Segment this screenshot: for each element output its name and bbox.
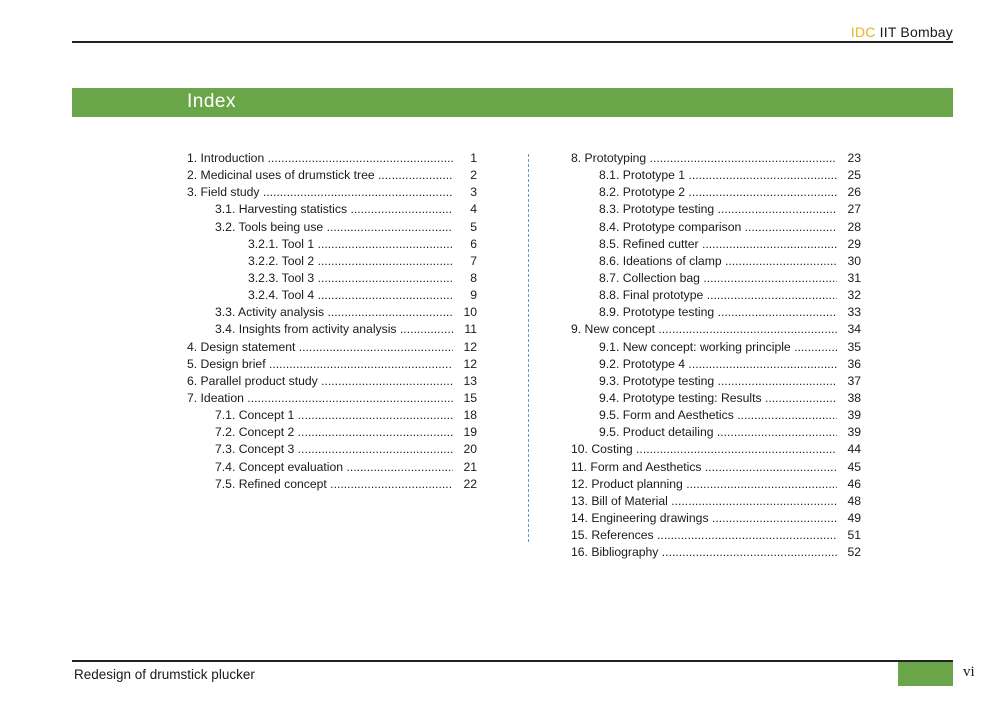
toc-entry[interactable] [571, 339, 865, 356]
toc-entry[interactable] [571, 287, 865, 304]
toc-entry-label: 8.1. Prototype 1 ..... [599, 167, 837, 184]
toc-entry[interactable] [571, 236, 865, 253]
toc-entry[interactable] [187, 321, 481, 338]
toc-entry-label: 2. Medicinal uses of drumstick tree ..... [187, 167, 453, 184]
toc-entry-page: 52 [847, 545, 861, 560]
toc-entry-label: 7.5. Refined concept ..... [215, 476, 453, 493]
header-brand [851, 24, 953, 40]
toc-entry-page: 35 [847, 339, 861, 354]
toc-entry[interactable] [571, 441, 865, 458]
toc-entry[interactable] [187, 167, 481, 184]
column-divider [528, 154, 529, 542]
toc-entry-label: 9.3. Prototype testing ..... [599, 373, 837, 390]
toc-left-column [187, 150, 481, 493]
page-tab [898, 662, 953, 686]
toc-entry-page: 22 [463, 476, 477, 491]
toc-entry[interactable] [571, 184, 865, 201]
toc-entry[interactable] [571, 270, 865, 287]
toc-entry-page: 49 [847, 510, 861, 525]
toc-entry-label: 3.4. Insights from activity analysis ..... [215, 321, 453, 338]
toc-entry-page: 6 [470, 236, 477, 251]
toc-entry-label: 1. Introduction ..... [187, 150, 453, 167]
toc-entry-page: 39 [847, 408, 861, 423]
toc-right-column [571, 150, 865, 561]
toc-entry-label: 7.2. Concept 2 ..... [215, 424, 453, 441]
toc-entry[interactable] [571, 544, 865, 561]
toc-entry-label: 8.2. Prototype 2 ..... [599, 184, 837, 201]
toc-entry[interactable] [187, 270, 481, 287]
toc-entry[interactable] [571, 356, 865, 373]
toc-entry-label: 9.4. Prototype testing: Results ..... [599, 390, 837, 407]
toc-entry[interactable] [187, 424, 481, 441]
toc-entry-page: 10 [463, 305, 477, 320]
toc-entry[interactable] [571, 476, 865, 493]
toc-entry-label: 14. Engineering drawings ..... [571, 510, 837, 527]
toc-entry-page: 25 [847, 168, 861, 183]
toc-entry[interactable] [571, 493, 865, 510]
toc-entry-page: 12 [463, 339, 477, 354]
toc-entry[interactable] [187, 339, 481, 356]
toc-entry[interactable] [187, 459, 481, 476]
toc-entry-label: 11. Form and Aesthetics ..... [571, 459, 837, 476]
toc-entry-label: 3.3. Activity analysis ..... [215, 304, 453, 321]
toc-entry-page: 3 [470, 185, 477, 200]
toc-entry-page: 20 [463, 442, 477, 457]
toc-entry[interactable] [187, 236, 481, 253]
toc-entry-page: 36 [847, 356, 861, 371]
toc-entry-page: 23 [847, 151, 861, 165]
toc-entry-page: 19 [463, 425, 477, 440]
toc-entry-page: 32 [847, 288, 861, 303]
page-title: Index [187, 91, 236, 112]
toc-entry-page: 39 [847, 425, 861, 440]
toc-entry-label: 8.6. Ideations of clamp ..... [599, 253, 837, 270]
toc-entry-label: 3. Field study ..... [187, 184, 453, 201]
toc-entry[interactable] [187, 441, 481, 458]
toc-entry-label: 6. Parallel product study ..... [187, 373, 453, 390]
toc-entry-label: 8.9. Prototype testing ..... [599, 304, 837, 321]
toc-entry-page: 15 [463, 390, 477, 405]
toc-entry-page: 51 [847, 528, 861, 543]
toc-entry-label: 7.3. Concept 3 ..... [215, 441, 453, 458]
toc-entry-page: 46 [847, 476, 861, 491]
toc-entry-label: 10. Costing ..... [571, 441, 837, 458]
toc-entry-label: 7. Ideation ..... [187, 390, 453, 407]
toc-entry-page: 28 [847, 219, 861, 234]
toc-entry[interactable] [187, 219, 481, 236]
toc-entry-page: 45 [847, 459, 861, 474]
toc-entry-page: 2 [470, 168, 477, 183]
page-number: vi [963, 664, 975, 680]
toc-entry-label: 9. New concept ..... [571, 321, 837, 338]
toc-entry-label: 7.1. Concept 1 ..... [215, 407, 453, 424]
toc-entry-page: 7 [470, 253, 477, 268]
toc-entry-label: 7.4. Concept evaluation ..... [215, 459, 453, 476]
toc-entry-page: 31 [847, 270, 861, 285]
toc-entry[interactable] [571, 150, 865, 167]
toc-entry-label: 8. Prototyping ..... [571, 150, 837, 167]
toc-entry-label: 9.5. Form and Aesthetics ..... [599, 407, 837, 424]
toc-entry-label: 3.2.3. Tool 3 ..... [248, 270, 453, 287]
toc-entry-page: 18 [463, 408, 477, 423]
toc-entry[interactable] [571, 459, 865, 476]
toc-entry-label: 8.4. Prototype comparison ..... [599, 219, 837, 236]
toc-entry-page: 30 [847, 253, 861, 268]
toc-entry[interactable] [571, 510, 865, 527]
toc-entry-page: 48 [847, 493, 861, 508]
toc-entry[interactable] [187, 201, 481, 218]
toc-entry[interactable] [571, 527, 865, 544]
toc-entry-page: 1 [470, 151, 477, 165]
toc-entry-page: 44 [847, 442, 861, 457]
footer-title: Redesign of drumstick plucker [74, 667, 255, 682]
toc-entry[interactable] [187, 253, 481, 270]
toc-entry-label: 8.7. Collection bag ..... [599, 270, 837, 287]
toc-entry[interactable] [571, 167, 865, 184]
toc-entry[interactable] [571, 373, 865, 390]
toc-entry[interactable] [571, 253, 865, 270]
toc-entry[interactable] [187, 150, 481, 167]
toc-entry[interactable] [571, 304, 865, 321]
toc-entry-label: 3.2.1. Tool 1 ..... [248, 236, 453, 253]
index-banner [72, 88, 953, 117]
toc-entry-label: 8.8. Final prototype ..... [599, 287, 837, 304]
toc-entry-label: 9.5. Product detailing ..... [599, 424, 837, 441]
toc-entry-label: 8.5. Refined cutter ..... [599, 236, 837, 253]
bottom-rule [72, 660, 953, 662]
toc-entry[interactable] [187, 304, 481, 321]
toc-entry-page: 13 [463, 373, 477, 388]
toc-entry-label: 3.2. Tools being use ..... [215, 219, 453, 236]
toc-entry[interactable] [571, 424, 865, 441]
toc-entry-page: 4 [470, 202, 477, 217]
toc-entry-page: 29 [847, 236, 861, 251]
toc-entry[interactable] [571, 219, 865, 236]
toc-entry[interactable] [571, 321, 865, 338]
toc-entry[interactable] [571, 390, 865, 407]
toc-entry-page: 12 [463, 356, 477, 371]
toc-entry[interactable] [187, 287, 481, 304]
toc-entry-label: 4. Design statement ..... [187, 339, 453, 356]
toc-entry-page: 37 [847, 373, 861, 388]
toc-entry-label: 5. Design brief ..... [187, 356, 453, 373]
toc-entry-label: 3.2.2. Tool 2 ..... [248, 253, 453, 270]
toc-entry[interactable] [187, 373, 481, 390]
toc-entry-label: 15. References ..... [571, 527, 837, 544]
toc-entry-page: 27 [847, 202, 861, 217]
toc-entry-page: 8 [470, 270, 477, 285]
toc-entry-label: 3.1. Harvesting statistics ..... [215, 201, 453, 218]
toc-entry[interactable] [187, 356, 481, 373]
toc-entry-page: 38 [847, 390, 861, 405]
toc-entry-page: 33 [847, 305, 861, 320]
toc-entry-page: 9 [470, 288, 477, 303]
brand-institute: IIT Bombay [875, 24, 953, 40]
toc-entry-label: 8.3. Prototype testing ..... [599, 201, 837, 218]
toc-entry-page: 34 [847, 322, 861, 337]
toc-entry-label: 9.1. New concept: working principle ..... [599, 339, 837, 356]
toc-entry-page: 26 [847, 185, 861, 200]
toc-entry-label: 12. Product planning ..... [571, 476, 837, 493]
top-rule [72, 41, 953, 43]
toc-entry[interactable] [571, 201, 865, 218]
brand-idc: IDC [850, 24, 876, 40]
toc-entry[interactable] [571, 407, 865, 424]
toc-entry-page: 21 [463, 459, 477, 474]
toc-entry[interactable] [187, 390, 481, 407]
toc-entry-label: 16. Bibliography ..... [571, 544, 837, 561]
toc-entry-label: 13. Bill of Material ..... [571, 493, 837, 510]
toc-entry-page: 5 [470, 219, 477, 234]
toc-entry-label: 3.2.4. Tool 4 ..... [248, 287, 453, 304]
toc-entry-label: 9.2. Prototype 4 ..... [599, 356, 837, 373]
toc-entry[interactable] [187, 407, 481, 424]
toc-entry[interactable] [187, 476, 481, 493]
toc-entry[interactable] [187, 184, 481, 201]
toc-entry-page: 11 [464, 322, 477, 337]
